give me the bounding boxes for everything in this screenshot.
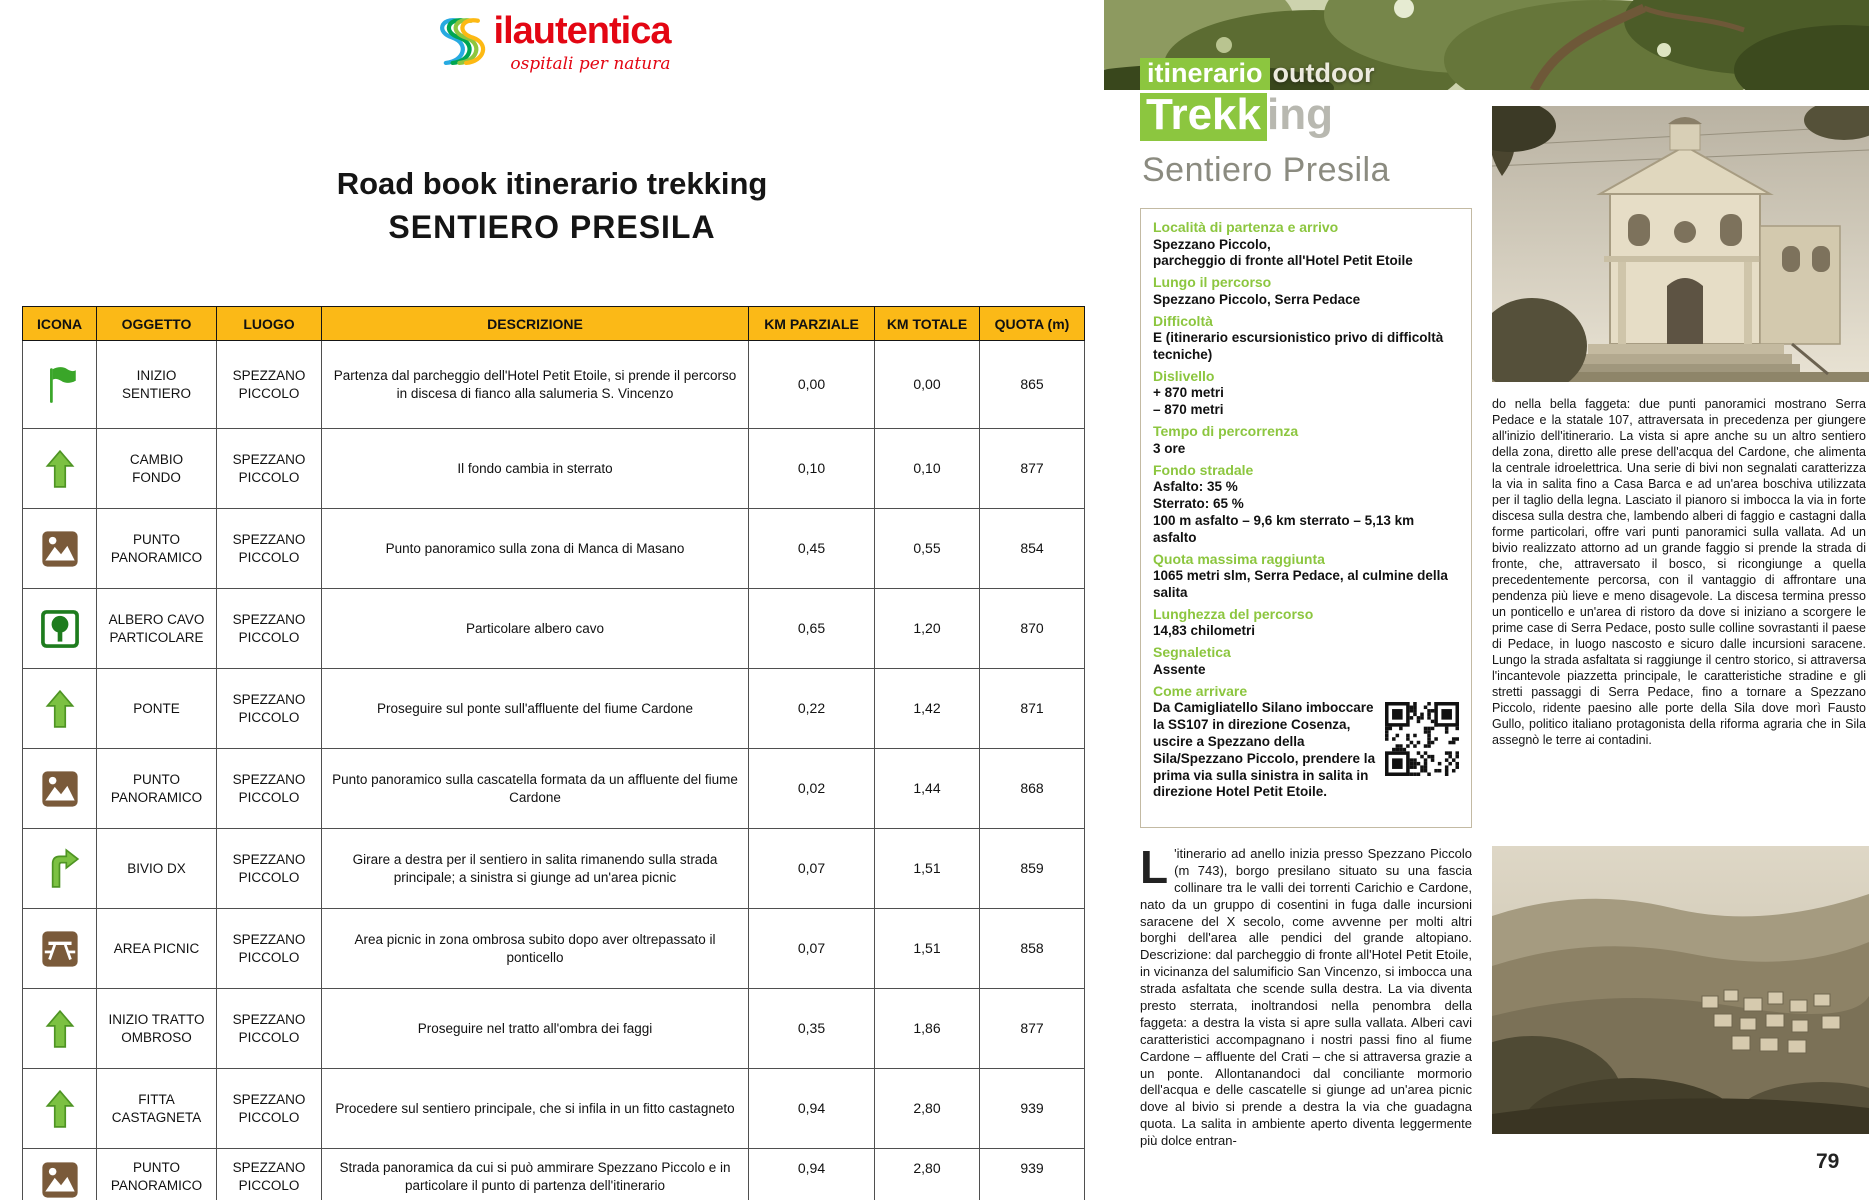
- cell-oggetto: AREA PICNIC: [97, 909, 217, 989]
- cell-descrizione: Punto panoramico sulla cascatella formata da un affluente del fiume Cardone: [322, 749, 749, 829]
- cell-quota: 865: [980, 341, 1085, 429]
- cell-km-totale: 2,80: [875, 1069, 980, 1149]
- cell-km-totale: 0,55: [875, 509, 980, 589]
- column-header-quota: QUOTA (m): [980, 307, 1085, 341]
- cell-km-parziale: 0,94: [749, 1069, 875, 1149]
- cell-icona: [23, 909, 97, 989]
- logo: [0, 12, 1104, 75]
- info-item: [1153, 274, 1459, 308]
- cell-quota: 877: [980, 429, 1085, 509]
- arrow-up-icon: [39, 448, 81, 490]
- kicker-itinerario: itinerario: [1140, 58, 1270, 90]
- panorama-icon: [39, 528, 81, 570]
- info-label: Lunghezza del percorso: [1153, 605, 1314, 622]
- info-label: Località di partenza e arrivo: [1153, 219, 1339, 235]
- article-text-1: 'itinerario ad anello inizia presso Spezzano Piccolo (m 743), borgo presilano situato su una fascia collinare tra le valli dei torrenti Carichio e Cardone, nato da un gruppo di cosentini in fuga dalle incursioni saracene del X secolo, come avvenne per molti altri borghi dell'area alle pendici del grande altopiano. Descrizione: dal parcheggio di fronte all'Hotel Petit Etoile, in vicinanza del salumificio San Vincenzo, si imbocca una strada asfaltata che scende sulla destra. La via diventa presto sterrata, inoltrandosi nella penombra della faggeta: a destra la vista si apre sulla vallata. Alberi cavi caratteristici accompagnano i nostri passi fino al fiume Cardone – affluente del Crati – che si attraversa grazie a un ponte. Allontanandoci dal conciliante mormorio dell'acqua e delle cascatelle si giunge ad un'area picnic dove al bivio si prende a destra la via che guadagna quota. La salita in ambiente aperto diventa leggermente più dolce entran-: [1140, 846, 1472, 1149]
- cell-km-parziale: 0,00: [749, 341, 875, 429]
- roadbook-table-row: [23, 1149, 1085, 1200]
- info-item: [1153, 313, 1459, 364]
- column-header-oggetto: OGGETTO: [97, 307, 217, 341]
- info-value: 3 ore: [1153, 440, 1186, 456]
- tree-icon: [39, 608, 81, 650]
- cell-quota: 854: [980, 509, 1085, 589]
- cell-luogo: SPEZZANO PICCOLO: [217, 589, 322, 669]
- info-value: Da Camigliatello Silano imboccare la SS107 in direzione Cosenza, uscire a Spezzano della Sila/Spezzano Piccolo, prendere la prima via sulla sinistra in salita in direzione Hotel Petit Etoile.: [1153, 700, 1459, 801]
- column-header-km-parziale: KM PARZIALE: [749, 307, 875, 341]
- cell-km-totale: 1,51: [875, 829, 980, 909]
- info-label: Quota massima raggiunta: [1153, 550, 1325, 567]
- cell-oggetto: INIZIO SENTIERO: [97, 341, 217, 429]
- column-header-luogo: LUOGO: [217, 307, 322, 341]
- cell-icona: [23, 1149, 97, 1200]
- column-header-km-totale: KM TOTALE: [875, 307, 980, 341]
- panorama-icon: [39, 768, 81, 810]
- info-value: + 870 metri – 870 metri: [1153, 385, 1224, 418]
- cell-oggetto: INIZIO TRATTO OMBROSO: [97, 989, 217, 1069]
- cell-icona: [23, 429, 97, 509]
- info-item: [1153, 462, 1459, 547]
- info-label: Segnaletica: [1153, 644, 1231, 661]
- cell-icona: [23, 509, 97, 589]
- section-title-trekking: [1140, 90, 1333, 141]
- arrow-up-icon: [39, 1008, 81, 1050]
- cell-quota: 939: [980, 1069, 1085, 1149]
- info-label: Lungo il percorso: [1153, 274, 1272, 291]
- info-label: Tempo di percorrenza: [1153, 423, 1299, 440]
- cell-icona: [23, 749, 97, 829]
- cell-oggetto: PUNTO PANORAMICO: [97, 1149, 217, 1200]
- info-value: E (itinerario escursionistico privo di difficoltà tecniche): [1153, 330, 1444, 362]
- cell-quota: 877: [980, 989, 1085, 1069]
- info-item: [1153, 644, 1459, 678]
- roadbook-table: [22, 306, 1085, 1200]
- route-info-box: [1140, 208, 1472, 828]
- roadbook-table-row: [23, 989, 1085, 1069]
- cell-quota: 868: [980, 749, 1085, 829]
- cell-luogo: SPEZZANO PICCOLO: [217, 1149, 322, 1200]
- cell-icona: [23, 1069, 97, 1149]
- cell-descrizione: Particolare albero cavo: [322, 589, 749, 669]
- roadbook-table-row: [23, 589, 1085, 669]
- info-value: Spezzano Piccolo, parcheggio di fronte all'Hotel Petit Etoile: [1153, 236, 1413, 269]
- roadbook-table-row: [23, 669, 1085, 749]
- cell-descrizione: Il fondo cambia in sterrato: [322, 429, 749, 509]
- cell-quota: 939: [980, 1149, 1085, 1200]
- roadbook-table-row: [23, 429, 1085, 509]
- cell-luogo: SPEZZANO PICCOLO: [217, 989, 322, 1069]
- info-label: Difficoltà: [1153, 312, 1213, 329]
- cell-km-parziale: 0,07: [749, 829, 875, 909]
- cell-km-totale: 0,00: [875, 341, 980, 429]
- article-title: Sentiero Presila: [1142, 151, 1391, 189]
- valley-village-photo: [1492, 846, 1869, 1134]
- cell-oggetto: PUNTO PANORAMICO: [97, 749, 217, 829]
- roadbook-title-line2: SENTIERO PRESILA: [388, 209, 716, 245]
- cell-luogo: SPEZZANO PICCOLO: [217, 429, 322, 509]
- flag-icon: [39, 364, 81, 406]
- info-item: [1153, 606, 1459, 640]
- cell-oggetto: BIVIO DX: [97, 829, 217, 909]
- cell-luogo: SPEZZANO PICCOLO: [217, 341, 322, 429]
- cell-icona: [23, 669, 97, 749]
- info-item: [1153, 551, 1459, 602]
- cell-luogo: SPEZZANO PICCOLO: [217, 829, 322, 909]
- cell-descrizione: Area picnic in zona ombrosa subito dopo aver oltrepassato il ponticello: [322, 909, 749, 989]
- cell-km-parziale: 0,02: [749, 749, 875, 829]
- article-column-2: do nella bella faggeta: due punti panoramici mostrano Serra Pedace e la statale 107, attraversata in precedenza per giungere all'inizio dell'itinerario. La vista si apre anche su un altro sentiero della zona, diretto alle prese dell'acqua del Cardone, che alimenta la centrale idroelettrica. Una serie di bivi non segnalati caratterizza la via in salita fino a Casa Barca e ad un'area boschiva utilizzata per il taglio della legna. Lasciato il pianoro si imbocca la via in forte discesa sulla destra che, lambendo alberi di faggio e castagni dalla forme particolari, offre vari punti panoramici sulla vallata. Ad un bivio realizzato attorno ad un grande faggio si prende la strada di fronte, che, attraversato il bosco, si ricongiunge a quella precedentemente percorsa, con il vantaggio di affrontare una pendenza più lieve e meno disagevole. La discesa termina presso un ponticello e un'area di ristoro da dove si iniziano a scorgere le prime case di Serra Pedace, posto sulle colline sovrastanti il paese di Pedace, in luogo nascosto e sicuro dalle incursioni saracene. Lungo la strada asfaltata si raggiunge il centro storico, si attraversa l'incantevole piazzetta principale, le caratteristiche stradine e gli stretti passaggi di Serra Pedace, fino a tornare a Spezzano Piccolo, ridente paesino alle porte della Sila dove morì Fausto Gullo, politico italiano protagonista della riforma agraria che in Sila assegnò le terre ai contadini.: [1492, 397, 1866, 747]
- cell-luogo: SPEZZANO PICCOLO: [217, 1069, 322, 1149]
- trekking-rest: ing: [1266, 90, 1333, 139]
- info-value: 1065 metri slm, Serra Pedace, al culmine della salita: [1153, 568, 1448, 600]
- cell-quota: 859: [980, 829, 1085, 909]
- cell-km-totale: 1,86: [875, 989, 980, 1069]
- info-item: [1153, 683, 1459, 802]
- info-item: [1153, 219, 1459, 270]
- cell-icona: [23, 829, 97, 909]
- cell-icona: [23, 989, 97, 1069]
- logo-brand: ilautentica: [493, 10, 671, 52]
- info-label: Come arrivare: [1153, 682, 1248, 699]
- panorama-icon: [39, 1159, 81, 1200]
- cell-descrizione: Proseguire sul ponte sull'affluente del fiume Cardone: [322, 669, 749, 749]
- cell-km-parziale: 0,45: [749, 509, 875, 589]
- cell-km-totale: 1,20: [875, 589, 980, 669]
- cell-km-totale: 1,42: [875, 669, 980, 749]
- cell-km-parziale: 0,10: [749, 429, 875, 509]
- church-photo: [1492, 106, 1869, 382]
- info-value: Spezzano Piccolo, Serra Pedace: [1153, 291, 1361, 307]
- cell-descrizione: Proseguire nel tratto all'ombra dei faggi: [322, 989, 749, 1069]
- roadbook-table-row: [23, 829, 1085, 909]
- roadbook-table-row: [23, 509, 1085, 589]
- cell-luogo: SPEZZANO PICCOLO: [217, 509, 322, 589]
- cell-quota: 871: [980, 669, 1085, 749]
- cell-icona: [23, 589, 97, 669]
- cell-descrizione: Girare a destra per il sentiero in salita rimanendo sulla strada principale; a sinistra si giunge ad un'area picnic: [322, 829, 749, 909]
- info-label: Dislivello: [1153, 367, 1215, 384]
- turn-right-icon: [39, 848, 81, 890]
- roadbook-table-row: [23, 1069, 1085, 1149]
- roadbook-title-line1: Road book itinerario trekking: [336, 166, 768, 201]
- roadbook-table-row: [23, 909, 1085, 989]
- info-value: Assente: [1153, 661, 1206, 677]
- article-dropcap: L: [1140, 841, 1169, 893]
- arrow-up-icon: [39, 688, 81, 730]
- roadbook-title: [0, 166, 1104, 246]
- cell-oggetto: PUNTO PANORAMICO: [97, 509, 217, 589]
- cell-km-totale: 0,10: [875, 429, 980, 509]
- cell-km-parziale: 0,65: [749, 589, 875, 669]
- cell-luogo: SPEZZANO PICCOLO: [217, 909, 322, 989]
- qr-code: [1385, 702, 1459, 776]
- cell-luogo: SPEZZANO PICCOLO: [217, 669, 322, 749]
- right-page-article: [1104, 0, 1869, 1200]
- picnic-icon: [39, 928, 81, 970]
- cell-descrizione: Punto panoramico sulla zona di Manca di Masano: [322, 509, 749, 589]
- info-value: 14,83 chilometri: [1153, 623, 1256, 639]
- logo-mark-icon: [434, 12, 488, 75]
- info-value: Asfalto: 35 % Sterrato: 65 % 100 m asfalto – 9,6 km sterrato – 5,13 km asfalto: [1153, 479, 1415, 545]
- cell-oggetto: ALBERO CAVO PARTICOLARE: [97, 589, 217, 669]
- page-number: 79: [1816, 1150, 1840, 1173]
- cell-km-parziale: 0,07: [749, 909, 875, 989]
- cell-icona: [23, 341, 97, 429]
- cell-oggetto: FITTA CASTAGNETA: [97, 1069, 217, 1149]
- logo-tagline: ospitali per natura: [510, 53, 671, 74]
- cell-km-parziale: 0,35: [749, 989, 875, 1069]
- roadbook-table-row: [23, 749, 1085, 829]
- cell-km-totale: 1,44: [875, 749, 980, 829]
- trekking-highlight: Trekk: [1140, 93, 1267, 141]
- cell-km-totale: 2,80: [875, 1149, 980, 1200]
- info-item: [1153, 423, 1459, 457]
- cell-descrizione: Partenza dal parcheggio dell'Hotel Petit Etoile, si prende il percorso in discesa di fianco alla salumeria S. Vincenzo: [322, 341, 749, 429]
- arrow-up-icon: [39, 1088, 81, 1130]
- cell-descrizione: Strada panoramica da cui si può ammirare Spezzano Piccolo e in particolare il punto di partenza dell'itinerario: [322, 1149, 749, 1200]
- table-header-row: [23, 307, 1085, 341]
- kicker: [1140, 58, 1375, 90]
- cell-quota: 870: [980, 589, 1085, 669]
- info-item: [1153, 368, 1459, 419]
- cell-luogo: SPEZZANO PICCOLO: [217, 749, 322, 829]
- cell-oggetto: CAMBIO FONDO: [97, 429, 217, 509]
- column-header-icona: ICONA: [23, 307, 97, 341]
- cell-km-parziale: 0,94: [749, 1149, 875, 1200]
- roadbook-table-row: [23, 341, 1085, 429]
- cell-descrizione: Procedere sul sentiero principale, che si infila in un fitto castagneto: [322, 1069, 749, 1149]
- cell-km-totale: 1,51: [875, 909, 980, 989]
- column-header-descrizione: DESCRIZIONE: [322, 307, 749, 341]
- article-column-1: [1140, 841, 1472, 1150]
- info-label: Fondo stradale: [1153, 461, 1254, 478]
- kicker-outdoor: outdoor: [1272, 58, 1375, 88]
- cell-oggetto: PONTE: [97, 669, 217, 749]
- cell-km-parziale: 0,22: [749, 669, 875, 749]
- cell-quota: 858: [980, 909, 1085, 989]
